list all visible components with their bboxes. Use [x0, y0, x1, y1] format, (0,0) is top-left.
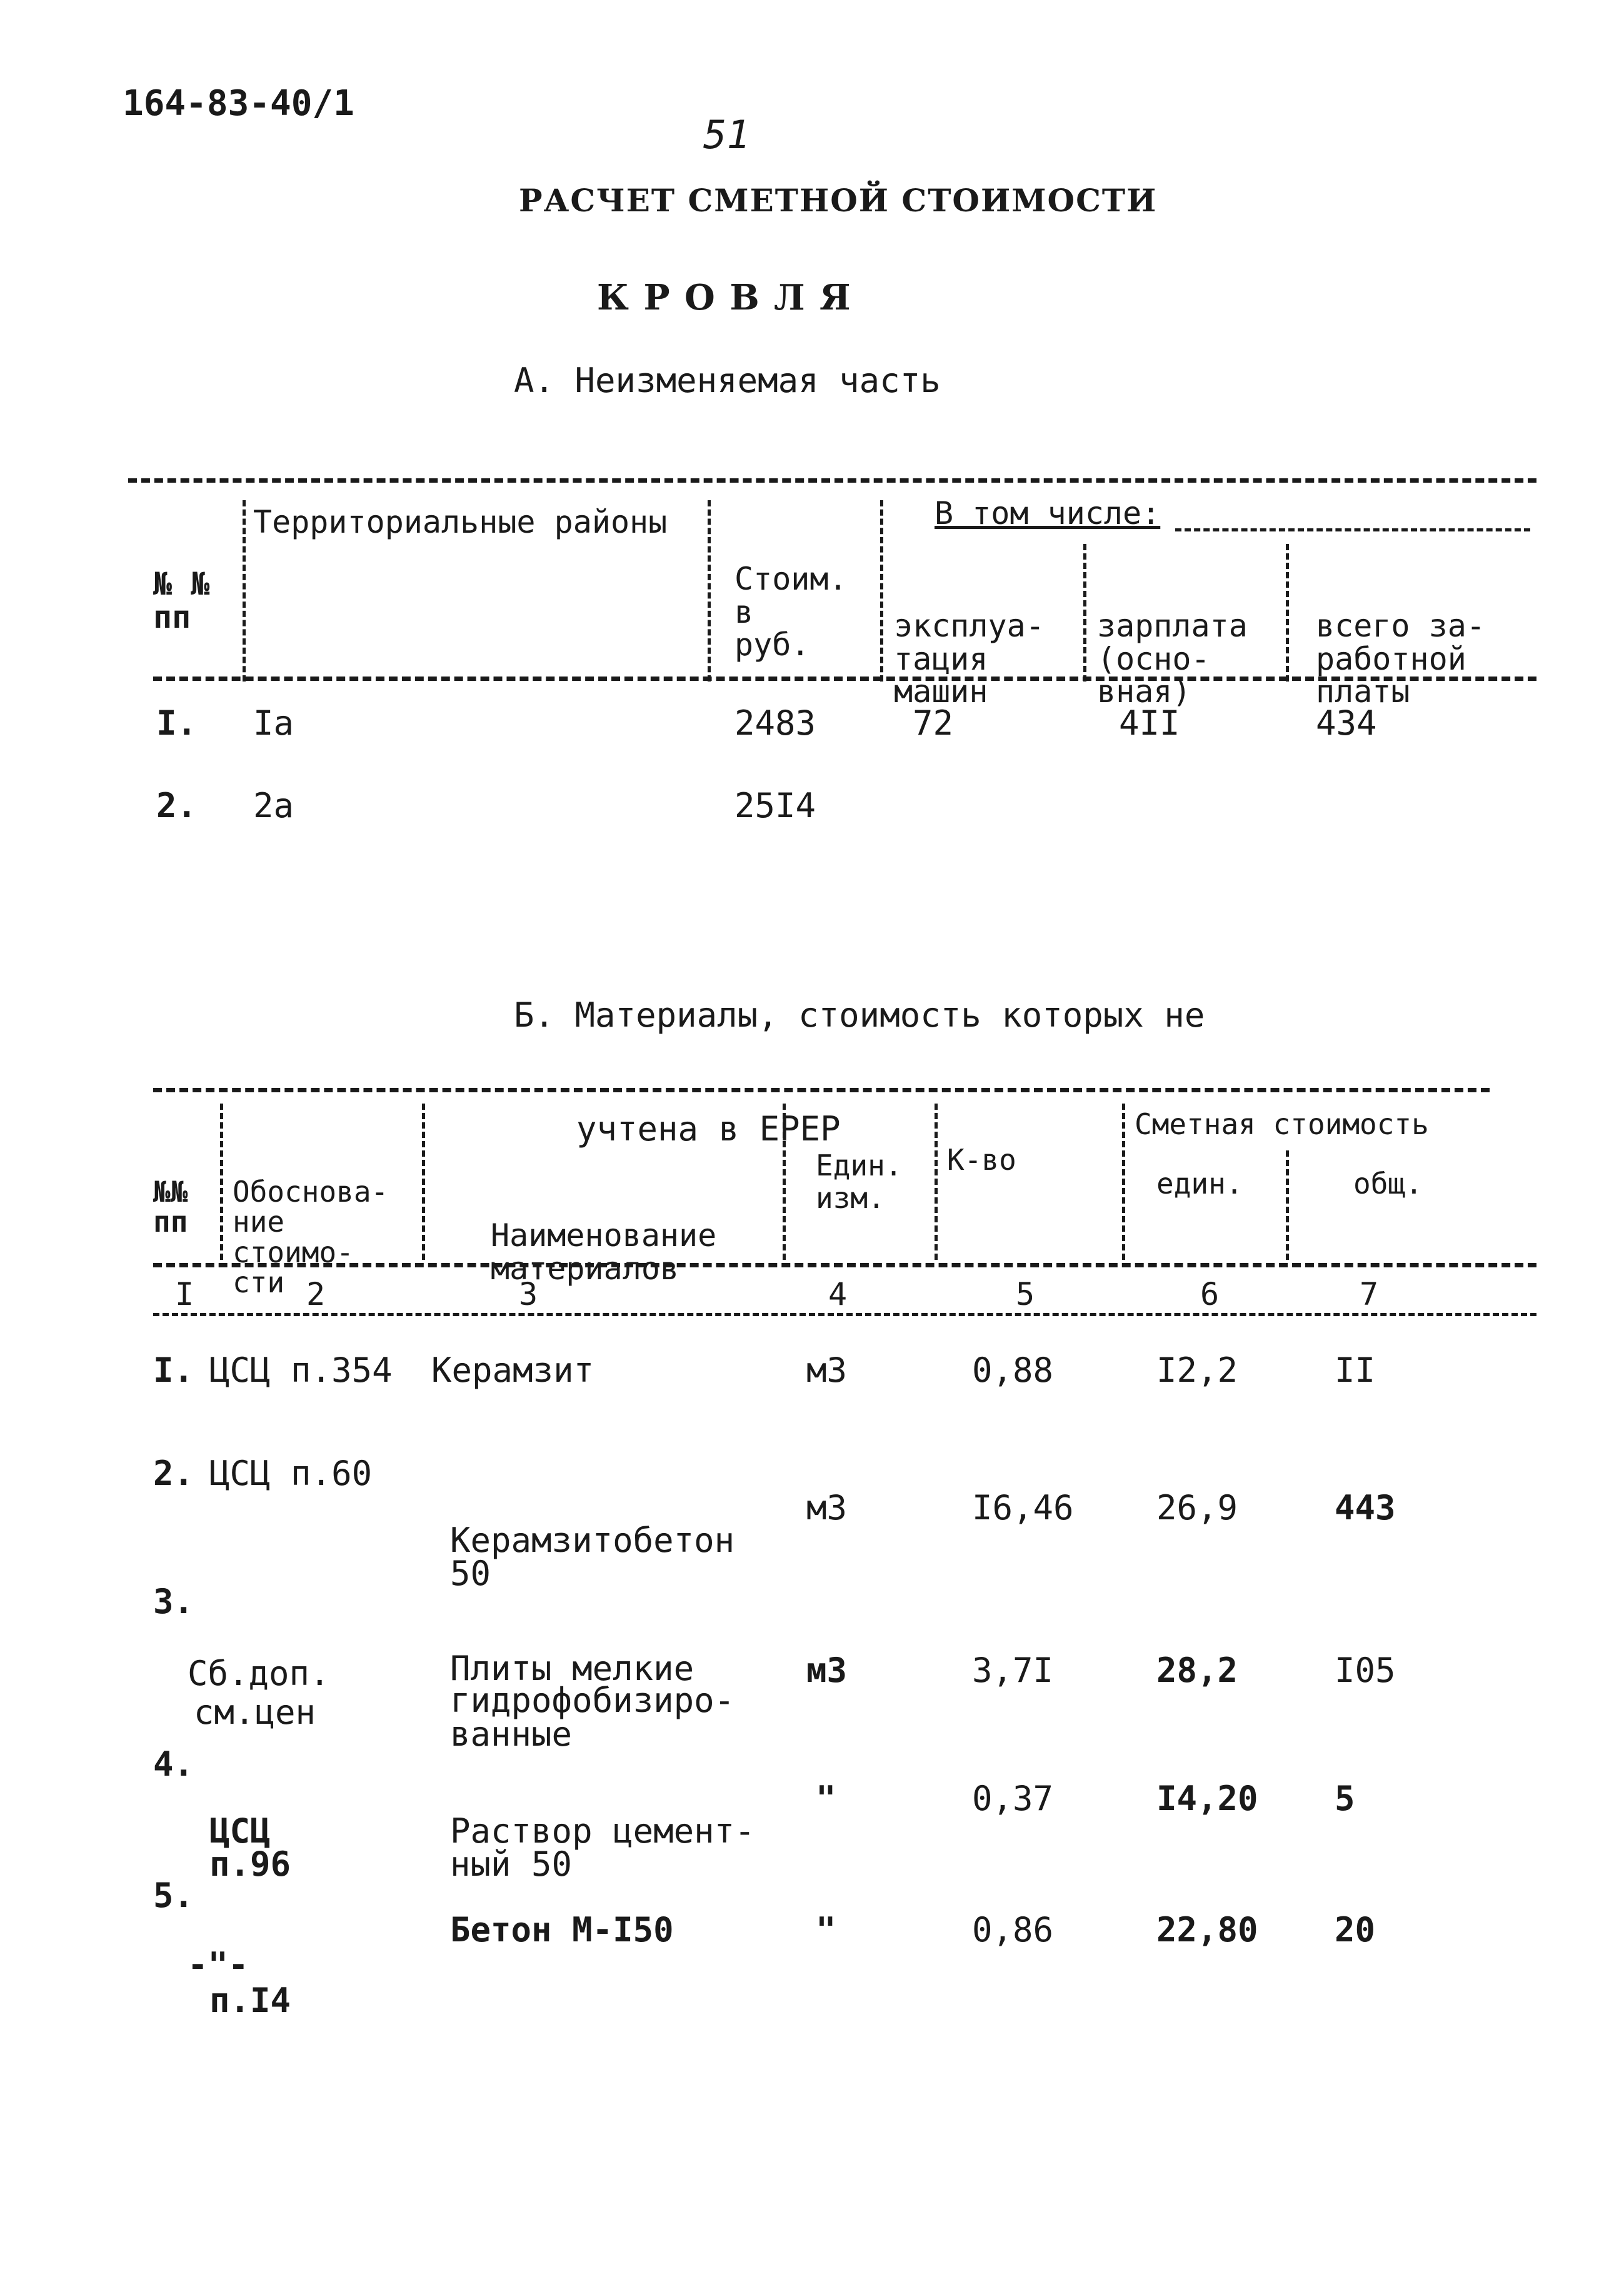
col-number: 4 — [828, 1276, 848, 1312]
page-number: 51 — [703, 112, 750, 158]
row-b2-qty: I6,46 — [972, 1488, 1074, 1527]
header-cost: Стоим. в руб. — [734, 561, 848, 663]
row-b5-unit: " — [816, 1910, 836, 1949]
header-total: общ. — [1353, 1167, 1423, 1200]
document-code: 164-83-40/1 — [123, 83, 354, 124]
row-a1-cost: 2483 — [734, 703, 816, 743]
row-b5-total: 20 — [1335, 1910, 1376, 1949]
header-including: В том числе: — [935, 495, 1161, 531]
row-b2-basis: ЦСЦ п.60 — [209, 1454, 373, 1493]
row-b4-unit: " — [816, 1779, 836, 1818]
header-num-b: №№ пп — [153, 1175, 188, 1239]
header-estimate: Сметная стоимость — [1135, 1107, 1429, 1141]
row-b3-unit: м3 — [806, 1651, 848, 1690]
row-b4-unit-price: I4,20 — [1156, 1779, 1258, 1818]
table-b-col-divider — [1122, 1104, 1125, 1260]
row-b5-qty: 0,86 — [972, 1910, 1054, 1949]
row-b1-name: Керамзит — [431, 1351, 594, 1390]
col-number: 2 — [306, 1276, 326, 1312]
table-a-header-rule — [153, 677, 1536, 681]
row-b1-qty: 0,88 — [972, 1351, 1054, 1390]
table-b-header-rule — [153, 1263, 1536, 1267]
row-b1-total: II — [1335, 1351, 1376, 1390]
row-b1-unit-price: I2,2 — [1156, 1351, 1238, 1390]
row-b4-name: Раствор цемент- ный 50 — [450, 1811, 755, 1884]
col-number: I — [175, 1276, 194, 1312]
row-b5-name: Бетон М-I50 — [450, 1910, 674, 1949]
table-b-col-divider — [220, 1104, 223, 1260]
table-a-col-divider — [708, 500, 711, 682]
col-number: 5 — [1016, 1276, 1035, 1312]
table-a-col-divider — [880, 500, 883, 682]
col-number: 6 — [1200, 1276, 1220, 1312]
header-qty: К-во — [947, 1143, 1016, 1177]
row-b1-num: I. — [153, 1351, 194, 1390]
header-material-name: Наименование материалов — [491, 1217, 717, 1287]
row-a2-cost: 25I4 — [734, 786, 816, 825]
table-a-col-divider — [1083, 544, 1086, 682]
row-a1-region: Iа — [253, 703, 294, 743]
row-b4-qty: 0,37 — [972, 1779, 1054, 1818]
row-b1-unit: м3 — [806, 1351, 848, 1390]
table-a-top-rule — [128, 478, 1536, 483]
header-unit: Един. изм. — [816, 1149, 903, 1215]
row-b4-num: 4. — [153, 1744, 194, 1784]
row-a1-machines: 72 — [913, 703, 954, 743]
row-a2-region: 2а — [253, 786, 294, 825]
table-b-col-divider — [783, 1104, 786, 1260]
including-rule — [1175, 528, 1530, 531]
table-b-col-divider — [1286, 1150, 1289, 1260]
col-numbers-rule — [153, 1313, 1536, 1316]
row-b5-num: 5. — [153, 1876, 194, 1915]
row-b1-basis: ЦСЦ п.354 — [209, 1351, 393, 1390]
row-b3-total: I05 — [1335, 1651, 1396, 1690]
table-b-col-divider — [422, 1104, 425, 1260]
row-b2-unit: м3 — [806, 1488, 848, 1527]
row-b2-unit-price: 26,9 — [1156, 1488, 1238, 1527]
row-b3-basis: Сб.доп. см.цен — [188, 1654, 330, 1732]
row-a1-total-wage: 434 — [1316, 703, 1377, 743]
row-b3-name: Плиты мелкие гидрофобизиро- ванные — [450, 1649, 735, 1754]
table-b-col-divider — [935, 1104, 938, 1260]
header-wage: зарплата (осно- вная) — [1097, 608, 1248, 710]
header-total-wage: всего за- работной платы — [1316, 608, 1485, 710]
row-b4-total: 5 — [1335, 1779, 1355, 1818]
row-b2-name: Керамзитобетон 50 — [450, 1521, 735, 1594]
row-a1-wage: 4II — [1119, 703, 1180, 743]
section-subtitle: К Р О В Л Я — [597, 277, 852, 318]
header-num-a: № № пп — [153, 566, 210, 635]
row-b3-unit-price: 28,2 — [1156, 1651, 1238, 1690]
row-b2-num: 2. — [153, 1454, 194, 1493]
col-number: 7 — [1360, 1276, 1379, 1312]
section-a-heading: А. Неизменяемая часть — [514, 361, 941, 400]
row-a2-num: 2. — [156, 786, 198, 825]
page-title: РАСЧЕТ СМЕТНОЙ СТОИМОСТИ — [519, 182, 1158, 219]
header-unit-price: един. — [1156, 1167, 1243, 1200]
header-machines: эксплуа- тация машин — [894, 608, 1045, 710]
col-number: 3 — [519, 1276, 538, 1312]
section-b-heading: Б. Материалы, стоимость которых не учтена в ЕРЕР — [514, 995, 1205, 1149]
row-b5-basis: -"- п.I4 — [188, 1945, 291, 2021]
table-a-col-divider — [1286, 544, 1289, 682]
header-region: Территориальные районы — [253, 504, 668, 540]
table-a-col-divider — [243, 500, 246, 682]
row-b5-unit-price: 22,80 — [1156, 1910, 1258, 1949]
row-b4-basis: ЦСЦ п.96 — [209, 1811, 291, 1884]
row-b3-qty: 3,7I — [972, 1651, 1054, 1690]
row-b2-total: 443 — [1335, 1488, 1396, 1527]
header-basis: Обоснова- ние стоимо- сти — [233, 1175, 389, 1299]
row-b3-num: 3. — [153, 1582, 194, 1621]
row-a1-num: I. — [156, 703, 198, 743]
